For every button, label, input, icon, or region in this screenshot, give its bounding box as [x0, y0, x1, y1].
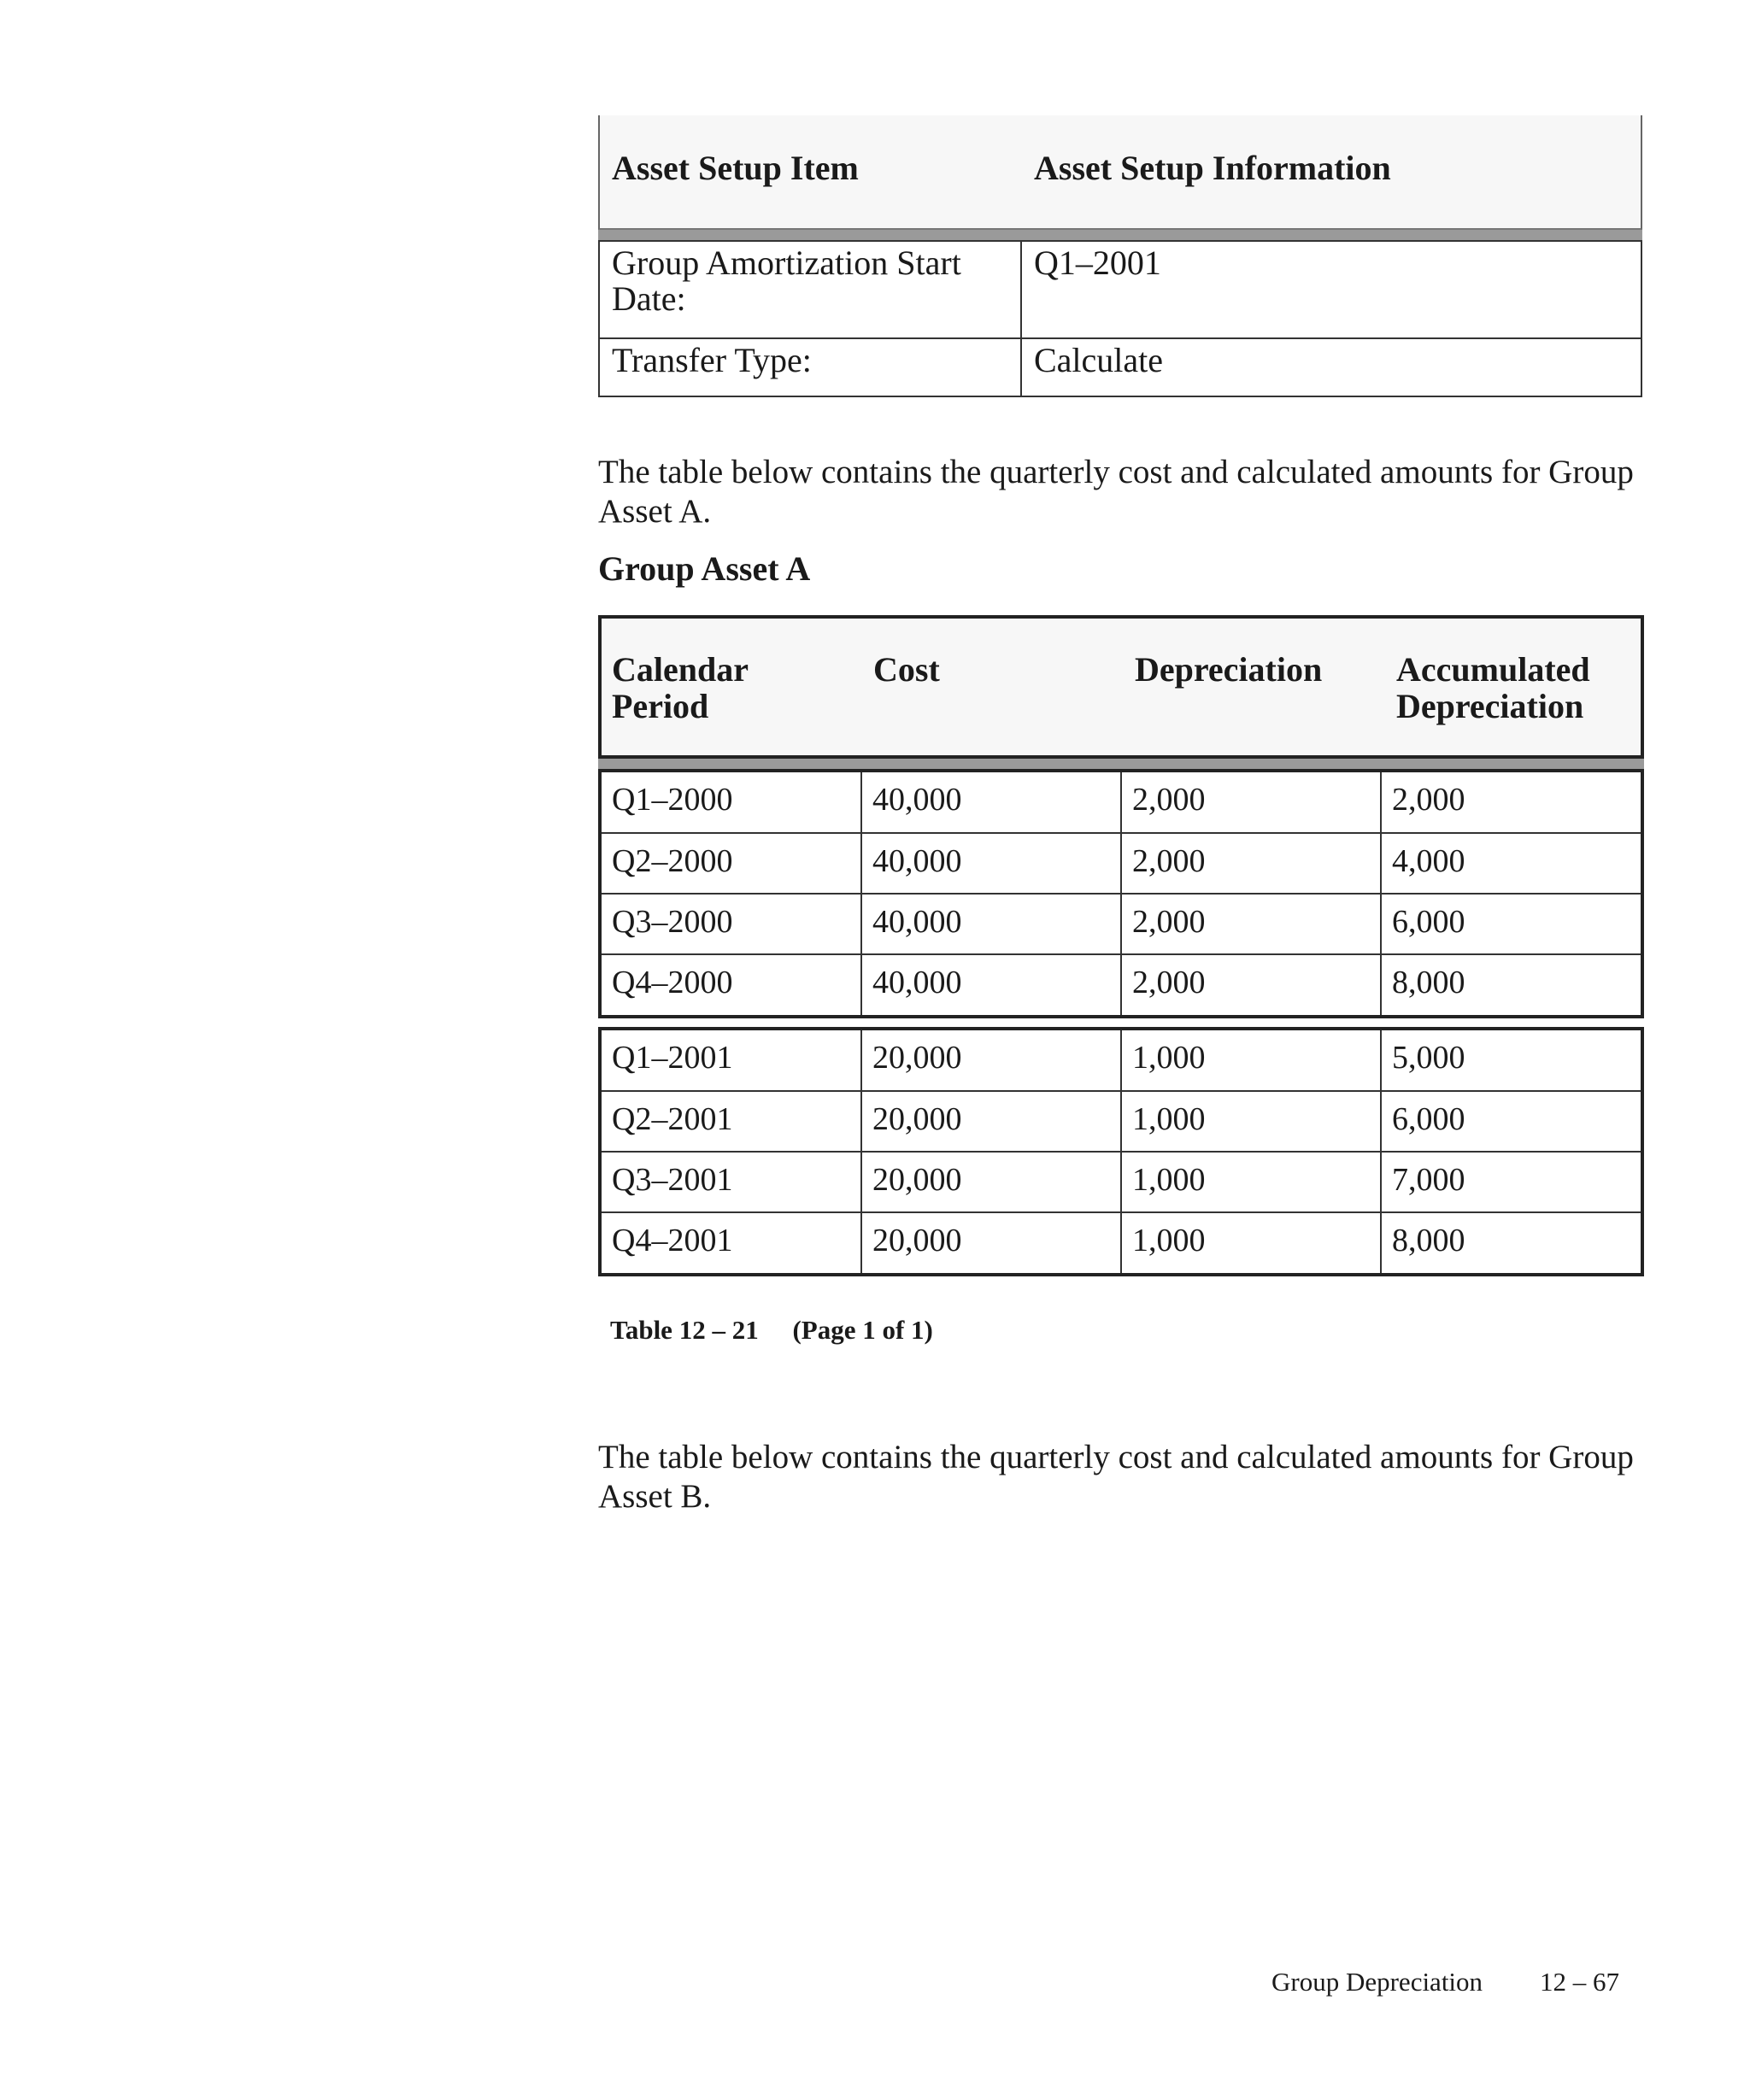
table-cell: 1,000: [1121, 1091, 1381, 1152]
table-cell: 20,000: [861, 1152, 1121, 1212]
table-cell: 7,000: [1381, 1152, 1641, 1212]
table-cell: Q1–2001: [1021, 241, 1641, 338]
table-cell: 4,000: [1381, 833, 1641, 894]
table-cell: 6,000: [1381, 894, 1641, 954]
table-cell: Q2–2000: [602, 833, 861, 894]
table-cell: Q3–2001: [602, 1152, 861, 1212]
header-accumulated-depreciation: Accumulated Depreciation: [1396, 650, 1590, 725]
table-cell: 8,000: [1381, 954, 1641, 1015]
header-rule: [598, 230, 1642, 240]
table-cell: Q3–2000: [602, 894, 861, 954]
table-cell: 8,000: [1381, 1212, 1641, 1273]
header-depreciation: Depreciation: [1135, 650, 1323, 689]
table-cell: 2,000: [1121, 772, 1381, 833]
year-2000-group: [598, 769, 1644, 1018]
table-cell: 2,000: [1381, 772, 1641, 833]
table-cell: 5,000: [1381, 1030, 1641, 1091]
setup-header-item: Asset Setup Item: [612, 149, 859, 187]
table-row: [602, 833, 1641, 894]
table-row: [602, 1091, 1641, 1152]
table-page: (Page 1 of 1): [792, 1315, 933, 1345]
footer-section: Group Depreciation: [1271, 1967, 1483, 1997]
table-cell: Transfer Type:: [599, 338, 1021, 396]
table-cell: Q4–2001: [602, 1212, 861, 1273]
table-row: [602, 954, 1641, 1015]
table-cell: 20,000: [861, 1030, 1121, 1091]
intro-paragraph-a: The table below contains the quarterly cost and calculated amounts for Group Asset A.: [598, 454, 1634, 530]
header-calendar-period: Calendar Period: [612, 650, 749, 725]
setup-table-header: [598, 115, 1642, 230]
table-cell: 2,000: [1121, 954, 1381, 1015]
table-cell: 20,000: [861, 1091, 1121, 1152]
table-cell: Calculate: [1021, 338, 1641, 396]
table-row: [602, 772, 1641, 833]
table-cell: 20,000: [861, 1212, 1121, 1273]
table-cell: 1,000: [1121, 1212, 1381, 1273]
table-row: [602, 1030, 1641, 1091]
table-cell: Q1–2001: [602, 1030, 861, 1091]
group-asset-a-table: [598, 615, 1644, 1276]
table-cell: 1,000: [1121, 1152, 1381, 1212]
table-row: [599, 338, 1641, 396]
table-cell: 1,000: [1121, 1030, 1381, 1091]
table-row: [602, 894, 1641, 954]
table-cell: 40,000: [861, 954, 1121, 1015]
intro-paragraph-b: The table below contains the quarterly cost and calculated amounts for Group Asset B.: [598, 1439, 1634, 1515]
table-cell: 40,000: [861, 833, 1121, 894]
table-cell: 6,000: [1381, 1091, 1641, 1152]
table-cell: 40,000: [861, 772, 1121, 833]
setup-table-body: [598, 240, 1642, 397]
table-cell: 2,000: [1121, 894, 1381, 954]
table-cell: Q4–2000: [602, 954, 861, 1015]
setup-header-info: Asset Setup Information: [1034, 149, 1391, 187]
footer-page-number: 12 – 67: [1540, 1967, 1619, 1997]
table-row: [602, 1212, 1641, 1273]
table-number: Table 12 – 21: [610, 1315, 759, 1345]
table-row: [599, 241, 1641, 338]
table-caption: [610, 1315, 933, 1346]
table-cell: Q1–2000: [602, 772, 861, 833]
table-cell: Q2–2001: [602, 1091, 861, 1152]
data-table-header: [598, 615, 1644, 759]
table-row: [602, 1152, 1641, 1212]
year-2001-group: [598, 1027, 1644, 1276]
table-cell: 40,000: [861, 894, 1121, 954]
group-asset-a-title: Group Asset A: [598, 549, 811, 588]
table-cell: 2,000: [1121, 833, 1381, 894]
header-rule: [598, 759, 1644, 769]
asset-setup-table: [598, 115, 1642, 397]
header-cost: Cost: [873, 650, 940, 689]
table-cell: Group Amortization Start Date:: [599, 241, 1021, 338]
